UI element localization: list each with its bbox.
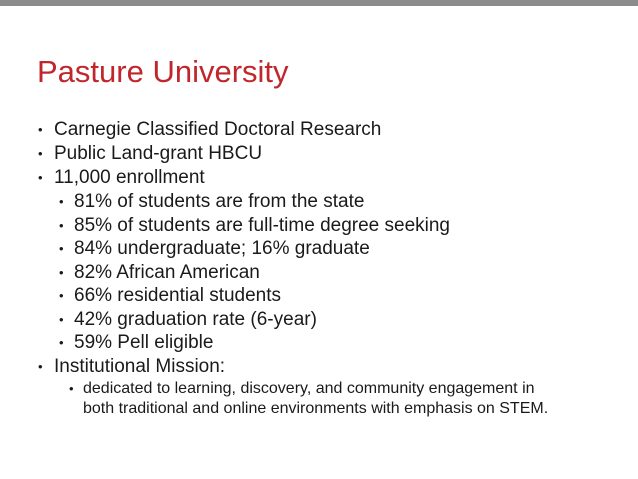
bullet-icon: • [38,122,43,137]
mission-list [69,379,628,419]
list-item: • 42% graduation rate (6-year) [59,308,317,330]
bullet-icon: • [69,380,74,396]
list-item: • 82% African American [59,261,260,283]
mission-line-2: both traditional and online environments with emphasis on STEM. [83,399,549,417]
bullet-icon: • [59,335,64,350]
bullet-icon: • [59,241,64,256]
list-item: • 84% undergraduate; 16% graduate [59,238,370,259]
list-item: • Carnegie Classified Doctoral Research [38,119,382,140]
list-item: • 11,000 enrollment • 81% of students are from the state • 85% of students are full-time degree seeking • 84% undergraduate; 16% graduate • 82% African American • 66% residential students • 42% graduation rate (6-year) • 59% Pell eligible [38,166,628,355]
bullet-list [38,118,628,419]
mission-line-1: dedicated to learning, discovery, and community engagement in [83,379,535,397]
list-item: • Public Land-grant HBCU [38,143,263,164]
slide-title: Pasture University [37,54,289,89]
top-accent-bar [0,0,638,6]
bullet-icon: • [38,146,43,161]
list-item [69,379,628,419]
list-item: • Institutional Mission: • dedicated to learning, discovery, and community engagement in both traditional and online environments with emphasis on STEM. [38,355,628,419]
list-item: • 59% Pell eligible [59,332,214,353]
bullet-icon: • [38,358,43,374]
enrollment-detail-list [59,190,628,355]
list-item: • 81% of students are from the state [59,191,365,212]
bullet-icon: • [59,194,64,209]
bullet-icon: • [59,264,64,280]
bullet-icon: • [38,170,43,185]
bullet-icon: • [59,311,64,327]
list-item: • 66% residential students [59,285,282,306]
bullet-icon: • [59,217,64,233]
bullet-icon: • [59,288,64,303]
list-item: • 85% of students are full-time degree seeking [59,214,450,236]
